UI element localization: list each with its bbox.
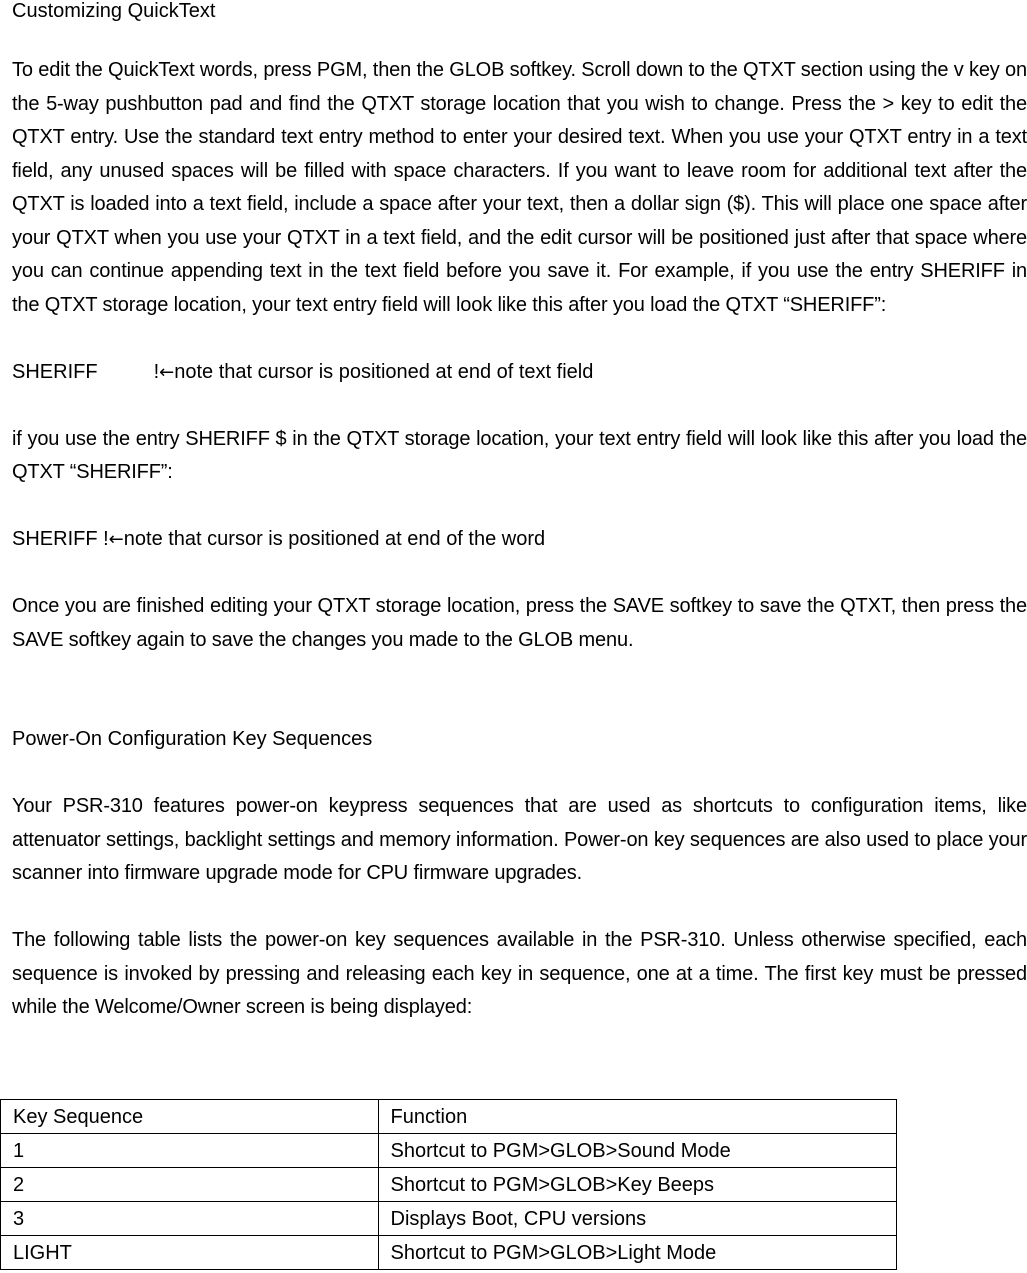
table-row bbox=[1, 1202, 897, 1236]
spacer bbox=[12, 891, 1027, 925]
table-row bbox=[1, 1236, 897, 1270]
table-cell-function: Shortcut to PGM>GLOB>Key Beeps bbox=[378, 1168, 896, 1202]
example-entry: SHERIFF ! bbox=[12, 528, 109, 550]
cursor-mark: ! bbox=[153, 360, 160, 383]
spacer bbox=[12, 22, 1027, 54]
table-cell-key: 3 bbox=[1, 1202, 379, 1236]
paragraph-quicktext-instructions: To edit the QuickText words, press PGM, then the GLOB softkey. Scroll down to the QTXT section using the v key on the 5-way pushbutton pad and find the QTXT storage location that you wish to change. Press the > key to edit the QTXT entry. Use the standard text entry method to enter your desired text. When you use your QTXT entry in a text field, any unused spaces will be filled with space characters. If you want to leave room for additional text after the QTXT is loaded into a text field, include a space after your text, then a dollar sign ($). This will place one space after your QTXT when you use your QTXT in a text field, and the edit cursor will be positioned just after that space where you can continue appending text in the text field before you save it. For example, if you use the entry SHERIFF in the QTXT storage location, your text entry field will look like this after you load the QTXT “SHERIFF”: bbox=[12, 59, 1027, 316]
example-line-sheriff bbox=[12, 356, 1027, 390]
example-note: note that cursor is positioned at end of the word bbox=[123, 528, 546, 550]
section-title-customizing-quicktext: Customizing QuickText bbox=[12, 0, 216, 22]
paragraph-power-on-intro: Your PSR-310 features power-on keypress sequences that are used as shortcuts to configuration items, like attenuator settings, backlight settings and memory information. Power-on key sequences are also used to place your scanner into firmware upgrade mode for CPU firmware upgrades. bbox=[12, 795, 1027, 884]
spacer bbox=[12, 322, 1027, 356]
column-header-function: Function bbox=[378, 1100, 896, 1134]
paragraph-table-intro: The following table lists the power-on key sequences available in the PSR-310. Unless otherwise specified, each sequence is invoked by pressing and releasing each key in sequence, one at a time. The first key must be pressed while the Welcome/Owner screen is being displayed: bbox=[12, 929, 1027, 1018]
left-arrow-icon: ← bbox=[159, 361, 175, 383]
example-entry: SHERIFF bbox=[12, 360, 98, 383]
left-arrow-icon: ← bbox=[108, 529, 124, 550]
table-cell-function: Shortcut to PGM>GLOB>Light Mode bbox=[378, 1236, 896, 1270]
example-note: note that cursor is positioned at end of text field bbox=[174, 360, 594, 383]
column-header-key-sequence: Key Sequence bbox=[1, 1100, 379, 1134]
spacer bbox=[12, 490, 1027, 524]
spacer bbox=[12, 557, 1027, 591]
table-row bbox=[1, 1168, 897, 1202]
document-page bbox=[12, 0, 1027, 1025]
section-title-power-on-sequences: Power-On Configuration Key Sequences bbox=[12, 728, 373, 750]
paragraph-save-instructions: Once you are finished editing your QTXT storage location, press the SAVE softkey to save the QTXT, then press the SAVE softkey again to save the changes you made to the GLOB menu. bbox=[12, 595, 1027, 651]
spacer bbox=[12, 757, 1027, 791]
table-cell-function: Displays Boot, CPU versions bbox=[378, 1202, 896, 1236]
spacer bbox=[12, 657, 1027, 723]
example-line-sheriff-dollar bbox=[12, 523, 1027, 557]
table-cell-function: Shortcut to PGM>GLOB>Sound Mode bbox=[378, 1134, 896, 1168]
paragraph-dollar-entry: if you use the entry SHERIFF $ in the QTXT storage location, your text entry field will look like this after you load the QTXT “SHERIFF”: bbox=[12, 427, 1027, 483]
table-cell-key: 1 bbox=[1, 1134, 379, 1168]
table-header-row bbox=[1, 1100, 897, 1134]
spacer bbox=[12, 389, 1027, 423]
table-cell-key: LIGHT bbox=[1, 1236, 379, 1270]
table-row bbox=[1, 1134, 897, 1168]
key-sequence-table bbox=[0, 1099, 897, 1270]
table-cell-key: 2 bbox=[1, 1168, 379, 1202]
